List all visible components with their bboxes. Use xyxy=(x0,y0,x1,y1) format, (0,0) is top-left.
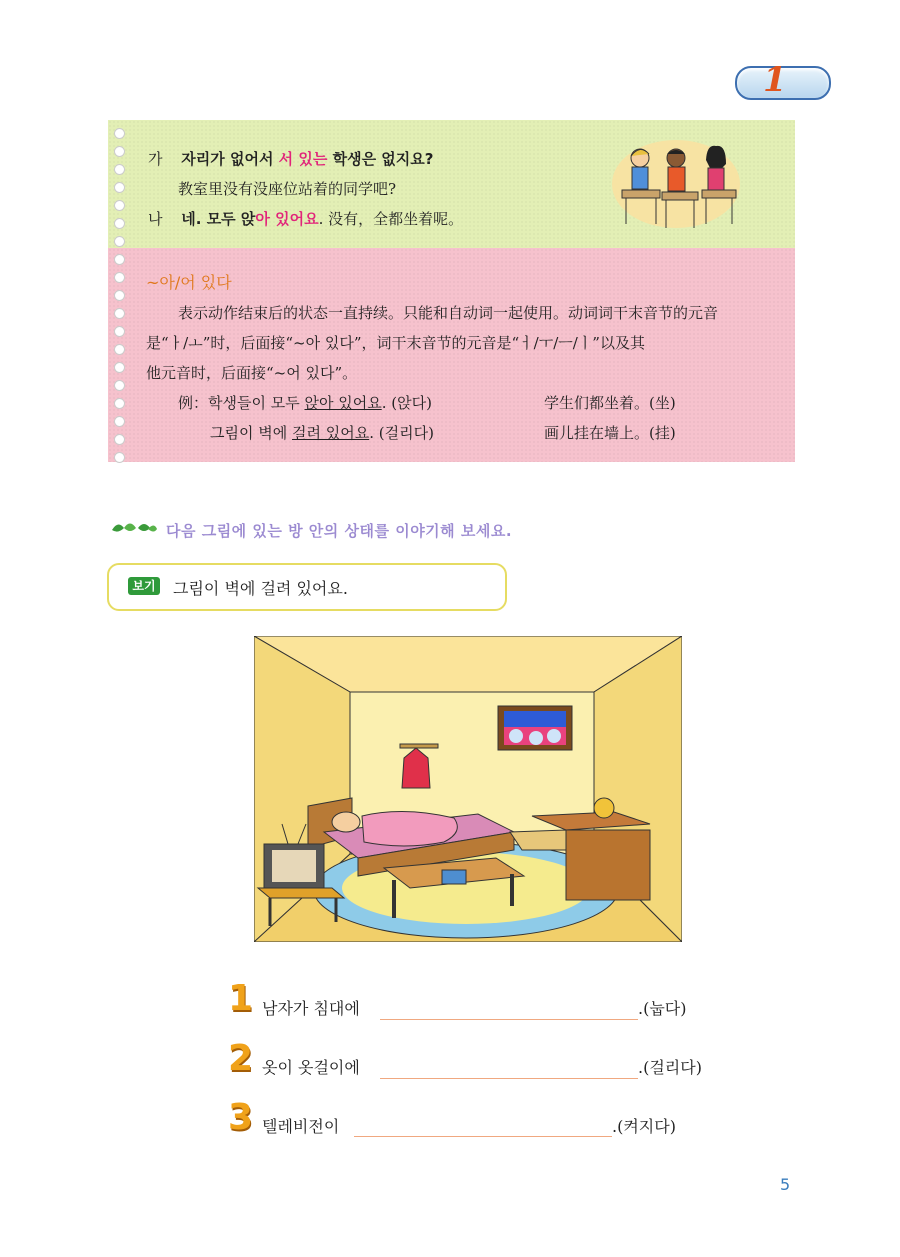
grammar-p2: 是“ㅏ/ㅗ”时，后面接“~아 있다”，词干末音节的元音是“ㅓ/ㅜ/ㅡ/ㅣ”以及其 xyxy=(146,334,645,352)
grammar-title: ~아/어 있다 xyxy=(146,273,232,292)
ex1-underlined: 앉아 있어요 xyxy=(304,394,382,412)
exercise-prompt: 다음 그림에 있는 방 안의 상태를 이야기해 보세요. xyxy=(166,522,513,540)
ex2-post: . (걸리다) xyxy=(369,424,434,442)
example-badge: 보기 xyxy=(128,577,160,595)
line-a-post: 학생은 없지요? xyxy=(327,150,434,168)
dialogue-line-b xyxy=(148,208,463,229)
grammar-example-1 xyxy=(178,392,432,413)
speaker-b: 나 xyxy=(148,210,163,228)
question-2-text: 옷이 옷걸이에 xyxy=(262,1058,360,1077)
question-3-answer-blank[interactable] xyxy=(354,1135,612,1137)
dialogue-line-a-chinese: 教室里没有没座位站着的同学吧? xyxy=(178,180,397,198)
speaker-a: 가 xyxy=(148,150,163,168)
line-b-post: . 没有，全都坐着呢。 xyxy=(318,210,464,228)
question-3-verb: .(켜지다) xyxy=(612,1117,676,1136)
ex2-underlined: 걸려 있어요 xyxy=(292,424,370,442)
ex1-post: . (앉다) xyxy=(381,394,432,412)
line-a-pre: 자리가 없어서 xyxy=(181,150,279,168)
line-a-highlight: 서 있는 xyxy=(278,150,328,168)
question-3-number: 3 xyxy=(228,1097,254,1138)
question-2-number: 2 xyxy=(228,1038,254,1079)
chapter-number: 1 xyxy=(763,60,787,100)
dialogue-line-a xyxy=(148,148,433,169)
leaf-bullet-icon xyxy=(110,520,158,536)
question-1-text: 남자가 침대에 xyxy=(262,999,360,1018)
question-2-answer-blank[interactable] xyxy=(380,1077,638,1079)
line-b-pre: 네. 모두 앉 xyxy=(181,210,256,228)
room-illustration xyxy=(254,636,682,942)
grammar-p1: 表示动作结束后的状态一直持续。只能和自动词一起使用。动词词干末音节的元音 xyxy=(178,304,719,322)
question-1-number: 1 xyxy=(228,978,254,1019)
ex2-pre: 그림이 벽에 xyxy=(210,424,292,442)
question-2-verb: .(걸리다) xyxy=(638,1058,702,1077)
example-sentence: 그림이 벽에 걸려 있어요. xyxy=(173,579,348,598)
ex1-pre: 例：학생들이 모두 xyxy=(178,394,305,412)
page-number: 5 xyxy=(780,1175,791,1194)
question-1-answer-blank[interactable] xyxy=(380,1018,638,1020)
grammar-p3: 他元音时，后面接“~어 있다”。 xyxy=(146,364,358,382)
classroom-students-illustration xyxy=(610,138,742,236)
grammar-example-1-chinese: 学生们都坐着。(坐) xyxy=(544,394,676,412)
question-3-text: 텔레비전이 xyxy=(262,1117,340,1136)
line-b-highlight: 아 있어요 xyxy=(255,210,319,228)
grammar-example-2 xyxy=(210,422,434,443)
grammar-example-2-chinese: 画儿挂在墙上。(挂) xyxy=(544,424,676,442)
question-1-verb: .(눕다) xyxy=(638,999,687,1018)
